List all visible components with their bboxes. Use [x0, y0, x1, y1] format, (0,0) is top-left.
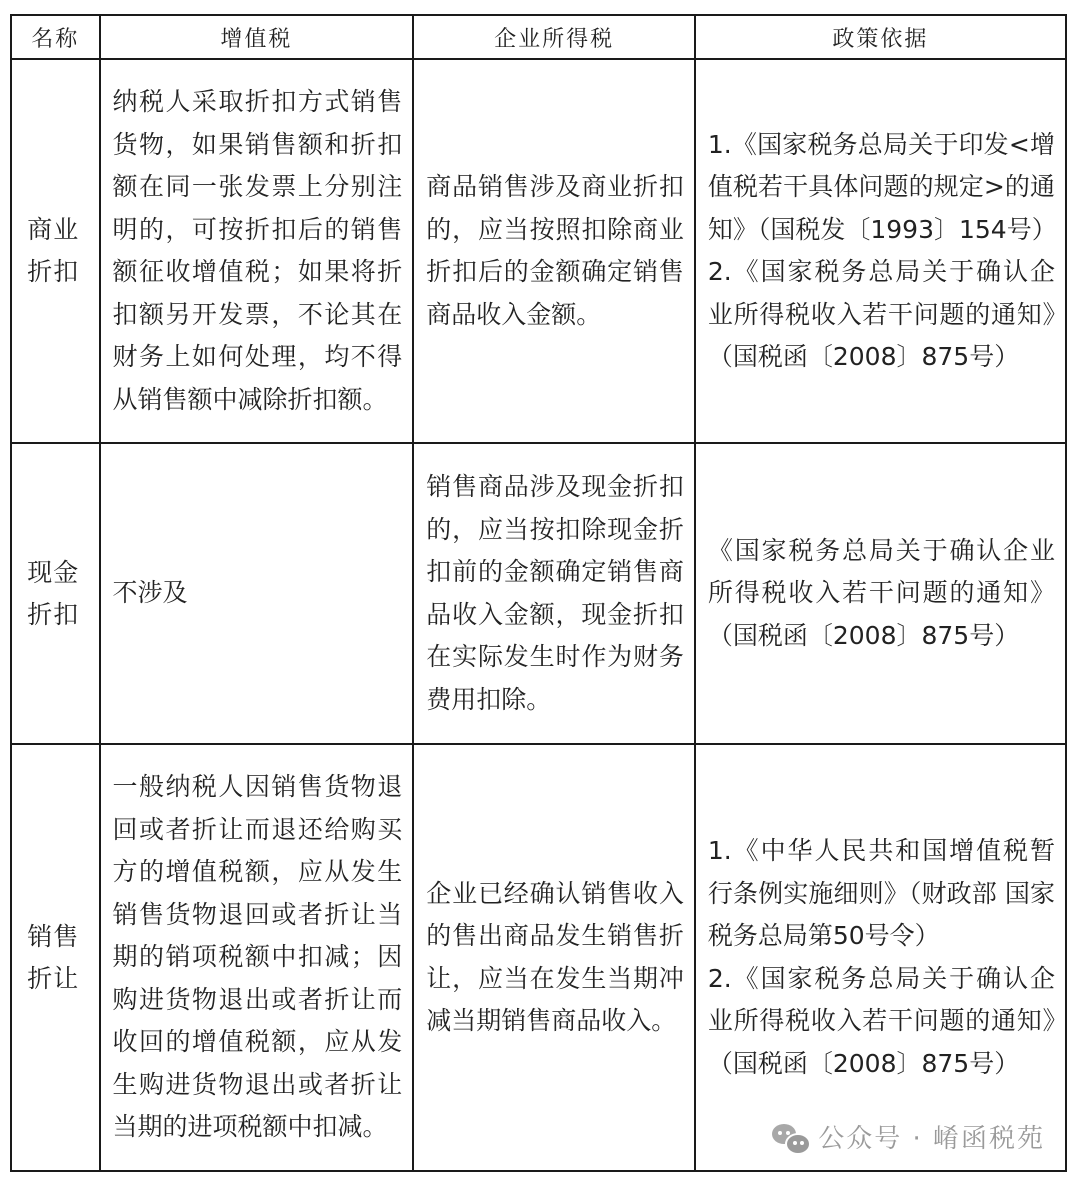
basis-item: 2.《国家税务总局关于确认企业所得税收入若干问题的通知》（国税函〔2008〕875号）	[707, 963, 1055, 1078]
row-name: 商业折扣	[27, 215, 80, 286]
basis-item: 2.《国家税务总局关于确认企业所得税收入若干问题的通知》（国税函〔2008〕875号）	[707, 257, 1055, 371]
cit-cell: 销售商品涉及现金折扣的，应当按扣除现金折扣前的金额确定销售商品收入金额，现金折扣在实际发生时作为财务费用扣除。	[413, 443, 695, 744]
basis-cell	[695, 744, 1066, 1171]
basis-item: 1.《国家税务总局关于印发<增值税若干具体问题的规定>的通知》（国税发〔1993〕154号）	[707, 129, 1057, 244]
row-name-cell	[11, 59, 100, 443]
table-row-commercial-discount	[11, 59, 1066, 443]
basis-cell	[695, 59, 1066, 443]
wechat-icon	[772, 1124, 810, 1154]
header-cit: 企业所得税	[413, 15, 695, 59]
basis-cell	[695, 443, 1066, 744]
row-name: 现金折扣	[27, 557, 80, 629]
row-name-cell	[11, 744, 100, 1171]
row-name: 销售折让	[27, 921, 80, 993]
cit-cell: 商品销售涉及商业折扣的，应当按照扣除商业折扣后的金额确定销售商品收入金额。	[413, 59, 695, 443]
table-header-row	[11, 15, 1066, 59]
header-vat: 增值税	[100, 15, 414, 59]
basis-item: 1.《中华人民共和国增值税暂行条例实施细则》（财政部 国家税务总局第50号令）	[707, 836, 1055, 950]
row-name-cell	[11, 443, 100, 744]
watermark-text: 公众号 · 崤函税苑	[818, 1123, 1045, 1154]
table-row-cash-discount	[11, 443, 1066, 744]
watermark	[772, 1118, 1045, 1161]
basis-item: 《国家税务总局关于确认企业所得税收入若干问题的通知》（国税函〔2008〕875号）	[707, 535, 1055, 650]
tax-comparison-table	[10, 14, 1067, 1172]
vat-cell: 一般纳税人因销售货物退回或者折让而退还给购买方的增值税额，应从发生销售货物退回或者折让当期的销项税额中扣减；因购进货物退出或者折让而收回的增值税额，应从发生购进货物退出或者折让当期的进项税额中扣减。	[100, 744, 414, 1171]
header-basis: 政策依据	[695, 15, 1066, 59]
header-name: 名称	[11, 15, 100, 59]
vat-cell: 纳税人采取折扣方式销售货物，如果销售额和折扣额在同一张发票上分别注明的，可按折扣后的销售额征收增值税；如果将折扣额另开发票，不论其在财务上如何处理，均不得从销售额中减除折扣额。	[100, 59, 414, 443]
vat-cell: 不涉及	[100, 443, 414, 744]
cit-cell: 企业已经确认销售收入的售出商品发生销售折让，应当在发生当期冲减当期销售商品收入。	[413, 744, 695, 1171]
table-row-sales-allowance	[11, 744, 1066, 1171]
